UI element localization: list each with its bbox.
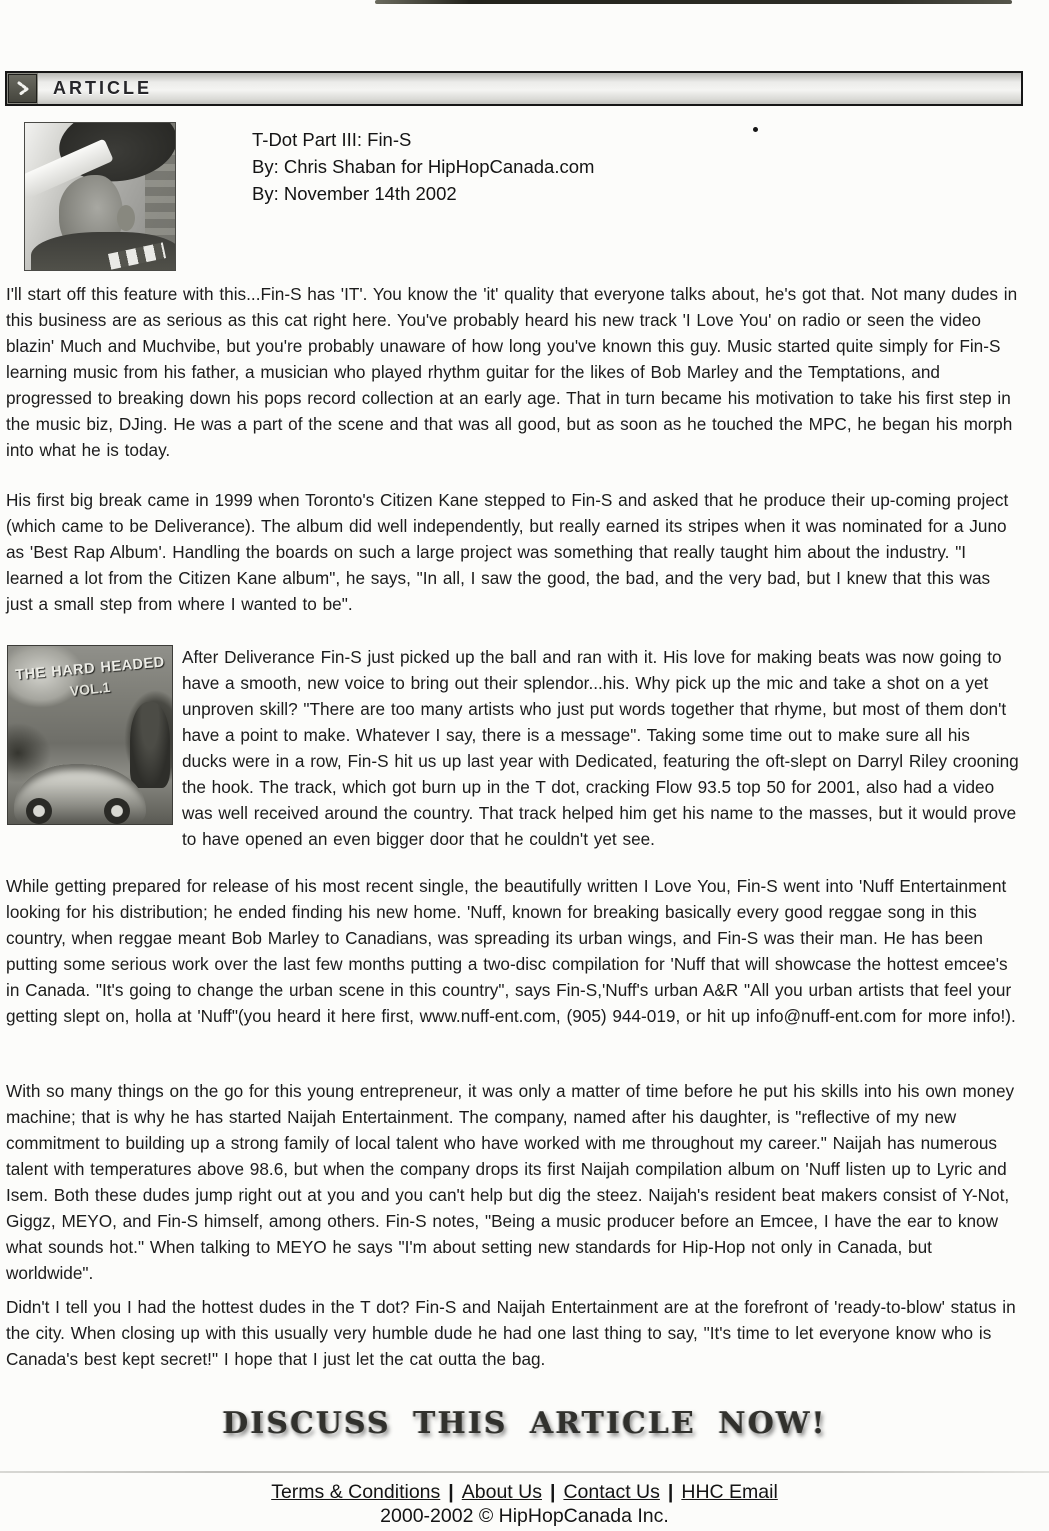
footer-nav [0, 1481, 1049, 1504]
car-wheel-shape [104, 798, 130, 824]
ear-shape [117, 205, 135, 231]
album-figure-shape [130, 702, 170, 788]
car-wheel-shape [26, 798, 52, 824]
article-date: By: November 14th 2002 [252, 183, 457, 204]
copyright-text: 2000-2002 © HipHopCanada Inc. [380, 1505, 669, 1527]
paragraph-naijah: With so many things on the go for this young entrepreneur, it was only a matter of time before he put his skills into his own money machine; that is why he has started Naijah Entertainment. The company, named after his daughter, is "reflective of my new commitment to building up a strong family of local talent who have worked with me throughout my career." Naijah has numerous talent with temperatures above 98.6, but when the company drops its first Naijah compilation album on 'Nuff listen up to Lyric and Isem. Both these dudes jump right out at you and you can't help but dig the steez. Naijah's resident beat makers consist of Y-Not, Giggz, MEYO, and Fin-S himself, among others. Fin-S notes, "Being a music producer before an Emcee, I have the ear to know what sounds hot." When talking to MEYO he says "I'm about setting new standards for Hip-Hop not only in Canada, but worldwide". [6, 1081, 1015, 1283]
footer-separator: | [667, 1481, 674, 1503]
chevron-arrow-icon [8, 74, 37, 103]
paragraph-deliverance-text: After Deliverance Fin-S just picked up the ball and ran with it. His love for making beats was now going to have a smooth, new voice to bring out their splendor...his. Why pick up the mic and take a shot on a yet unproven skill? "There are too many artists who just put words together that rhyme, but most of them don't have a point to make. Whatever I say, there is a message". Taking some time out to make sure all his ducks were in a row, Fin-S hit us up last year with Dedicated, featuring the oft-slept on Darryl Riley crooning the hook. The track, which got burn up in the T dot, cracking Flow 93.5 top 50 for 2001, also had a video was well received around the country. That track helped him get his name to the masses, but it would prove to have opened an even bigger door that he couldn't yet see. [182, 647, 1019, 849]
article-section-bar [5, 71, 1023, 106]
about-us-link[interactable]: About Us [461, 1481, 542, 1503]
paragraph-deliverance-block [6, 644, 1020, 852]
paragraph-big-break: His first big break came in 1999 when Toronto's Citizen Kane stepped to Fin-S and asked that he produce their up-coming project (which came to be Deliverance). The album did well independently, but really earned its stripes when it was nominated for a Juno as 'Best Rap Album'. Handling the boards on such a large project was something that really taught him about the industry. "I learned a lot from the Citizen Kane album", he says, "In all, I saw the good, the bad, and the very bad, but I knew that this was just a small step from where I wanted to be". [6, 490, 1009, 614]
article-title: T-Dot Part III: Fin-S [252, 129, 412, 150]
artist-photo [25, 123, 175, 270]
paragraph-intro: I'll start off this feature with this...Fin-S has 'IT'. You know the 'it' quality that everyone talks about, he's got that. Not many dudes in this business are as serious as this cat right here. You've probably heard his new track 'I Love You' on radio or seen the video blazin' Much and Muchvibe, but you're probably unaware of how long you've known this guy. Music started quite simply for Fin-S learning music from his father, a musician who played rhythm guitar for the likes of Bob Marley and the Temptations, and progressed to breaking down his pops record collection at an early age. That in turn became his motivation to take his first step in the music biz, DJing. He was a part of the scene and that was all good, but as soon as he touched the MPC, he began his morph into what he is today. [6, 284, 1018, 460]
paragraph-nuff: While getting prepared for release of his most recent single, the beautifully written I Love You, Fin-S went into 'Nuff Entertainment looking for his distribution; he ended finding his new home. 'Nuff, known for breaking basically every good reggae song in this country, when reggae meant Bob Marley to Canadians, was spreading its urban wings, and Fin-S was their man. He has been putting some serious work over the last few months putting a two-disc compilation for 'Nuff that will showcase the hottest emcee's in Canada. "It's going to change the urban scene in this country", says Fin-S,'Nuff's urban A&R "All you urban artists that feel your getting slept on, holla at 'Nuff"(you heard it here first, www.nuff-ent.com, (905) 944-019, or hit up info@nuff-ent.com for more info!). [6, 876, 1016, 1026]
discuss-article-link[interactable]: DISCUSS THIS ARTICLE NOW! [222, 1406, 827, 1441]
paragraph-closing: Didn't I tell you I had the hottest dudes in the T dot? Fin-S and Naijah Entertainment are at the forefront of 'ready-to-blow' status in the city. When closing up with this usually very humble dude he had one last thing to say, "It's time to let everyone know who is Canada's best kept secret!" I hope that I just let the cat outta the bag. [6, 1297, 1016, 1369]
article-author: By: Chris Shaban for HipHopCanada.com [252, 156, 595, 177]
contact-us-link[interactable]: Contact Us [563, 1481, 660, 1503]
footer-separator: | [448, 1481, 454, 1503]
album-cover-title: THE HARD HEADED [14, 654, 166, 684]
terms-conditions-link[interactable]: Terms & Conditions [271, 1481, 441, 1503]
hhc-email-link[interactable]: HHC Email [681, 1481, 778, 1503]
article-byline-block [252, 126, 594, 207]
article-bar-label: ARTICLE [53, 78, 152, 98]
scan-artifact-line [375, 0, 1012, 4]
footer-separator: | [549, 1481, 556, 1503]
scan-speck [753, 127, 758, 132]
album-cover-volume: VOL.1 [69, 678, 111, 700]
album-cover-image [8, 646, 172, 824]
footer-divider [0, 1471, 1049, 1473]
